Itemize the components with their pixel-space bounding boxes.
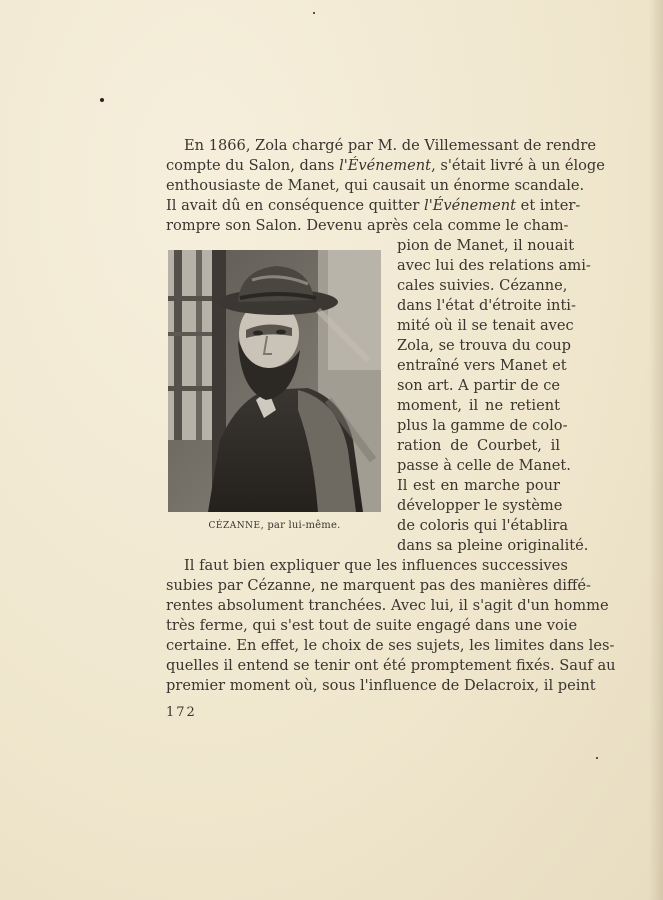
text-line: développer le système — [397, 497, 563, 514]
page-number: 172 — [166, 705, 197, 720]
text-line: moment, il ne retient — [397, 397, 560, 414]
text-line: très ferme, qui s'est tout de suite engagé dans une voie — [166, 617, 578, 634]
ink-speck — [100, 98, 104, 102]
text-line: passe à celle de Manet. — [397, 457, 571, 474]
text-line: entraîné vers Manet et — [397, 357, 567, 374]
text-line: mité où il se tenait avec — [397, 317, 574, 334]
ink-speck — [313, 12, 315, 14]
text-line: son art. A partir de ce — [397, 377, 560, 394]
caption-name: CÉZANNE — [208, 521, 261, 531]
self-portrait-illustration — [168, 250, 381, 512]
text-line: enthousiaste de Manet, qui causait un énorme scandale. — [166, 177, 585, 194]
text-line: dans sa pleine originalité. — [397, 537, 589, 554]
text-line: de coloris qui l'établira — [397, 517, 569, 534]
text-line: certaine. En effet, le choix de ses sujets, les limites dans les- — [166, 637, 615, 654]
image-caption — [168, 520, 381, 531]
text-line: Il avait dû en conséquence quitter l'Événement et inter- — [166, 197, 581, 214]
text-line: pion de Manet, il nouait — [397, 237, 575, 254]
caption-text: , par lui-même. — [260, 520, 341, 531]
italic-title: l'Événement — [424, 197, 517, 214]
portrait-image — [168, 250, 381, 512]
text-line: plus la gamme de colo- — [397, 417, 568, 434]
text-line: quelles il entend se tenir ont été promptement fixés. Sauf au — [166, 657, 616, 674]
text-line: rentes absolument tranchées. Avec lui, il s'agit d'un homme — [166, 597, 609, 614]
page-edge-shadow — [649, 0, 663, 900]
text-line: rompre son Salon. Devenu après cela comme le cham- — [166, 217, 569, 234]
ink-speck — [596, 757, 598, 759]
text-line: En 1866, Zola chargé par M. de Villemessant de rendre — [184, 137, 596, 154]
text-line: subies par Cézanne, ne marquent pas des manières diffé- — [166, 577, 591, 594]
text-line: premier moment où, sous l'influence de Delacroix, il peint — [166, 677, 596, 694]
text-line: Zola, se trouva du coup — [397, 337, 572, 354]
text-line: ration de Courbet, il — [397, 437, 560, 454]
text-line: Il faut bien expliquer que les influences successives — [184, 557, 568, 574]
text-line: compte du Salon, dans l'Événement, s'était livré à un éloge — [166, 157, 605, 174]
text-line: avec lui des relations ami- — [397, 257, 591, 274]
text-line: dans l'état d'étroite inti- — [397, 297, 576, 314]
text-line: cales suivies. Cézanne, — [397, 277, 568, 294]
text-line: Il est en marche pour — [397, 477, 560, 494]
italic-title: l'Événement — [339, 157, 432, 174]
